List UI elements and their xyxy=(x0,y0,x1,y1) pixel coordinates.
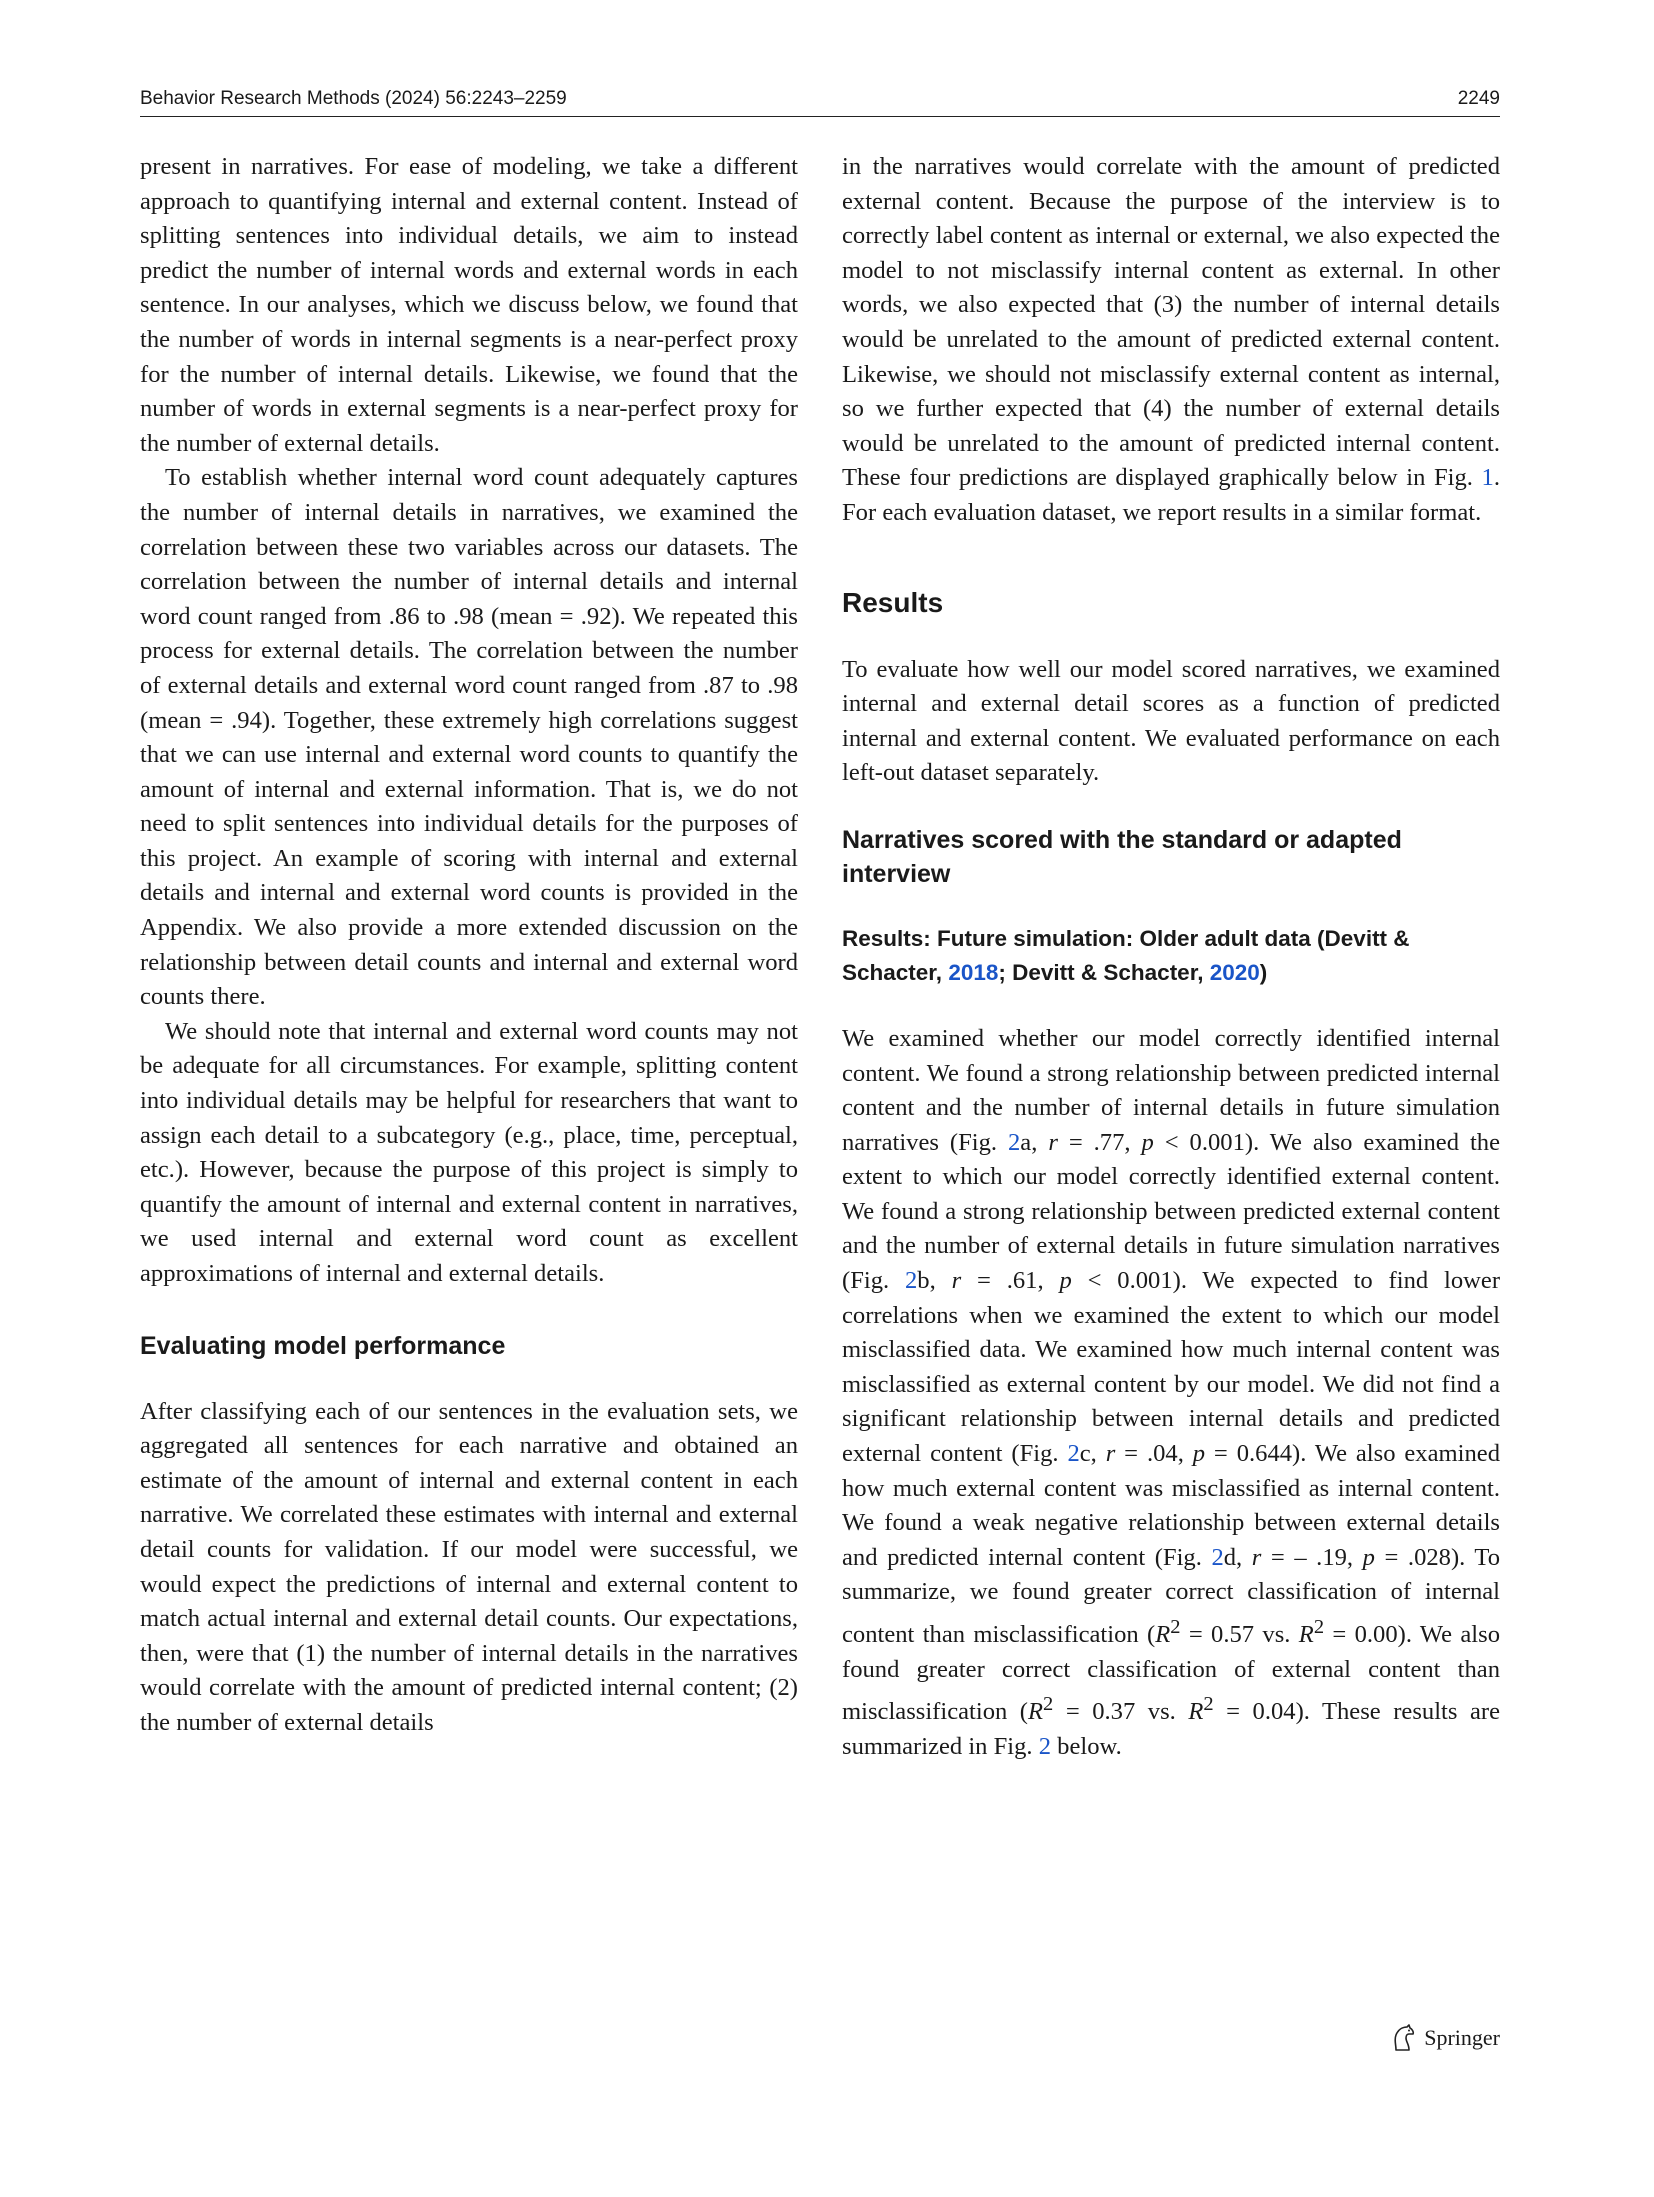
figure-2a-link[interactable]: 2 xyxy=(1008,1128,1021,1156)
publisher-name: Springer xyxy=(1424,2025,1500,2050)
left-column xyxy=(140,150,798,1741)
section-heading-evaluating-model-performance: Evaluating model performance xyxy=(140,1331,506,1360)
figure-2c-link[interactable]: 2 xyxy=(1067,1440,1080,1468)
citation-link-2020[interactable]: 2020 xyxy=(1209,959,1260,985)
paragraph-evaluation-method: After classifying each of our sentences in the evaluation sets, we aggregated all sentences for each narrative and obtained an estimate of the amount of internal and external content in each narrative. We correlated these estimates with internal and external detail counts for validation. If our model were successful, we would expect the predictions of internal and external content to match actual internal and external detail counts. Our expectations, then, were that (1) the number of internal details in the narratives would correlate with the amount of predicted internal content; (2) the number of external details xyxy=(140,1397,798,1736)
paragraph-results-intro: To evaluate how well our model scored narratives, we examined internal and external detail scores as a function of predicted internal and external content. We evaluated performance on each left-out dataset separately. xyxy=(842,655,1500,787)
journal-citation: Behavior Research Methods (2024) 56:2243–2259 xyxy=(140,88,567,109)
figure-2d-link[interactable]: 2 xyxy=(1211,1543,1224,1571)
springer-horse-icon xyxy=(1390,2024,1416,2052)
publisher-footer xyxy=(1390,2024,1500,2052)
paragraph-future-simulation-results: We examined whether our model correctly identified internal content. We found a strong relationship between predicted internal content and the number of internal details in future simulation narratives (Fig. 2a, r = .77, p < 0.001). We also examined the extent to which our model correctly identified external content. We found a strong relationship between predicted external content and the number of external details in future simulation narratives (Fig. 2b, r = .61, p < 0.001). We expected to find lower correlations when we examined the extent to which our model misclassified data. We examined how much internal content was misclassified as external content by our model. We did not find a significant relationship between internal details and predicted external content (Fig. 2c, r = .04, p = 0.644). We also examined how much external content was misclassified as internal content. We found a weak negative relationship between external details and predicted internal content (Fig. 2d, r = – .19, p = .028). To summarize, we found greater correct classification of internal content than misclassification ($R^2 = 0.57$ vs. $R^2 = 0.00$). We also found greater correct classification of external content than misclassification ($R^2 = 0.37$ vs. $R^2 = 0.04$). These results are summarized in Fig. 2 below. xyxy=(842,1024,1501,1761)
figure-1-link[interactable]: 1 xyxy=(1481,464,1494,492)
paragraph-predictions: in the narratives would correlate with the amount of predicted external content. Because the purpose of the interview is to correctly label content as internal or external, we also expected the model to not misclassify internal content as external. In other words, we also expected that (3) the number of internal details would be unrelated to the amount of predicted external content. Likewise, we should not misclassify external content as internal, so we further expected that (4) the number of external details would be unrelated to the amount of predicted internal content. These four predictions are displayed graphically below in Fig. 1. For each evaluation dataset, we report results in a similar format. xyxy=(842,153,1500,526)
subsubsection-heading-future-simulation: Results: Future simulation: Older adult data (Devitt & Schacter, 2018; Devitt & Schacter, 2020) xyxy=(842,925,1410,985)
paragraph-continuation: present in narratives. For ease of modeling, we take a different approach to quantifying internal and external content. Instead of splitting sentences into individual details, we aim to instead predict the number of internal words and external words in each sentence. In our analyses, which we discuss below, we found that the number of words in internal segments is a near-perfect proxy for the number of internal details. Likewise, we found that the number of words in external segments is a near-perfect proxy for the number of external details. xyxy=(140,153,798,457)
figure-2-link[interactable]: 2 xyxy=(1038,1733,1052,1761)
paragraph-word-count-correlation: To establish whether internal word count adequately captures the number of internal details in narratives, we examined the correlation between these two variables across our datasets. The correlation between the number of internal details and internal word count ranged from .86 to .98 (mean = .92). We repeated this process for external details. The correlation between the number of external details and external word count ranged from .87 to .98 (mean = .94). Together, these extremely high correlations suggest that we can use internal and external word counts to quantify the amount of internal and external information. That is, we do not need to split sentences into individual details for the purposes of this project. An example of scoring with internal and external details and internal and external word counts is provided in the Appendix. We also provide a more extended discussion on the relationship between detail counts and internal and external word counts there. xyxy=(140,464,798,1011)
citation-link-2018[interactable]: 2018 xyxy=(948,959,999,985)
subsection-heading-narratives: Narratives scored with the standard or adapted interview xyxy=(842,825,1402,888)
section-heading-results: Results xyxy=(842,586,944,618)
page-number: 2249 xyxy=(1457,88,1500,109)
paragraph-limitations: We should note that internal and external word counts may not be adequate for all circumstances. For example, splitting content into individual details may be helpful for researchers that want to assign each detail to a subcategory (e.g., place, time, perceptual, etc.). However, because the purpose of this project is simply to quantify the amount of internal and external content in narratives, we used internal and external word count as excellent approximations of internal and external details. xyxy=(140,1017,798,1287)
running-header xyxy=(140,86,1500,117)
figure-2b-link[interactable]: 2 xyxy=(905,1267,918,1295)
right-column xyxy=(842,150,1500,1765)
